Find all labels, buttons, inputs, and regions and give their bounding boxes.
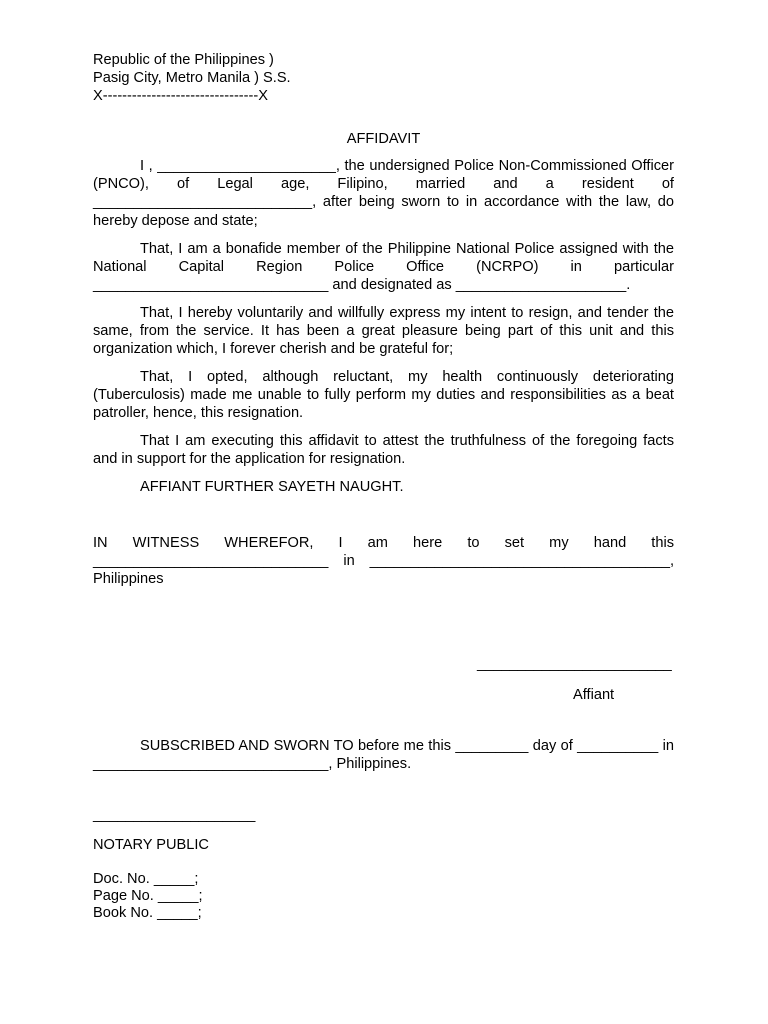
paragraph-reason: That, I opted, although reluctant, my health continuously deteriorating (Tuberculosis) made me unable to fully perform my duties and responsibilities as a beat patroller, hence, this resignation. [93,369,674,422]
paragraph-naught: AFFIANT FURTHER SAYETH NAUGHT. [140,479,404,495]
paragraph-intent: That, I hereby voluntarily and willfully express my intent to resign, and tender the same, from the service. It has been a great pleasure being part of this unit and this organization which, I forever cherish and be grateful for; [93,305,674,358]
header-republic: Republic of the Philippines ) [93,52,274,68]
header-separator: X--------------------------------X [93,88,268,104]
doc-number: Doc. No. _____; [93,871,199,887]
affidavit-document [93,0,674,1024]
affiant-signature-line: ________________________ [477,656,672,672]
paragraph-witness: IN WITNESS WHEREFOR, I am here to set my hand this _____________________________ in _____________________________________, Philippines [93,535,674,588]
affiant-label: Affiant [573,687,615,703]
paragraph-identity: I , ______________________, the undersigned Police Non-Commissioned Officer (PNCO), of Legal age, Filipino, married and a resident of ___________________________, after being sworn to in accordance with the law, do hereby depose and state; [93,158,674,229]
paragraph-attestation: That I am executing this affidavit to attest the truthfulness of the foregoing facts and in support for the application for resignation. [93,433,674,468]
notary-label: NOTARY PUBLIC [93,837,209,853]
paragraph-jurat: SUBSCRIBED AND SWORN TO before me this _________ day of __________ in _____________________________, Philippines. [93,738,674,773]
page-number: Page No. _____; [93,888,203,904]
header-venue: Pasig City, Metro Manila ) S.S. [93,70,291,86]
notary-signature-line: ____________________ [93,807,256,823]
paragraph-assignment: That, I am a bonafide member of the Philippine National Police assigned with the National Capital Region Police Office (NCRPO) in particular _____________________________ and designated as _____________________. [93,241,674,294]
book-number: Book No. _____; [93,905,202,921]
document-title: AFFIDAVIT [346,131,421,147]
